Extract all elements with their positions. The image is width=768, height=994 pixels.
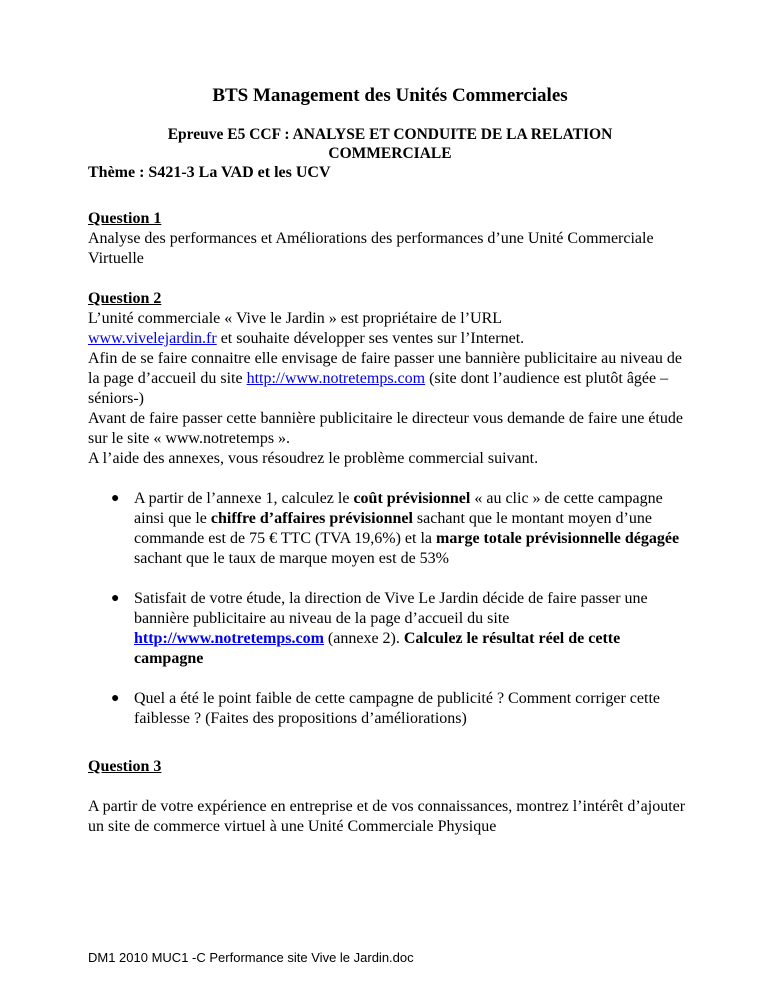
bullet-text-bold: marge totale prévisionnelle dégagée [436, 530, 680, 547]
list-item [88, 589, 692, 669]
bullet-text: sachant que le taux de marque moyen est de 53% [134, 550, 449, 567]
bullet-text-bold: coût prévisionnel [353, 490, 471, 507]
question-3-section [88, 757, 692, 837]
question-3-text: A partir de votre expérience en entreprise et de vos connaissances, montrez l’intérêt d’ajouter un site de commerce virtuel à une Unité Commerciale Physique [88, 798, 686, 835]
list-item [88, 489, 692, 569]
question-2-paragraph-4: A l’aide des annexes, vous résoudrez le problème commercial suivant. [88, 450, 539, 467]
bullet-text-bold: Calculez le résultat réel de cette campagne [134, 630, 621, 667]
document-footer: DM1 2010 MUC1 -C Performance site Vive le Jardin.doc [88, 950, 414, 965]
document-body [88, 84, 692, 837]
question-2-paragraph-1 [88, 309, 692, 349]
bullet-text: Satisfait de votre étude, la direction de Vive Le Jardin décide de faire passer une bannière publicitaire au niveau de la page d’accueil du site [134, 590, 648, 627]
theme-line: Thème : S421-3 La VAD et les UCV [88, 164, 331, 181]
question-1-section [88, 209, 692, 269]
question-2-title: Question 2 [88, 290, 162, 307]
bullet-icon: ● [111, 591, 120, 606]
bullet-icon: ● [111, 691, 120, 706]
bullet-text: (annexe 2). [323, 630, 404, 647]
document-title: BTS Management des Unités Commerciales [212, 85, 568, 106]
vivelejardin-link[interactable]: www.vivelejardin.fr [88, 330, 217, 347]
bullet-icon: ● [111, 491, 120, 506]
question-2-section [88, 289, 692, 729]
bullet-text: sachant que le montant moyen d’une commande est de 75 € TTC (TVA 19,6%) et la [134, 510, 652, 547]
paragraph-text: (site dont l’audience est plutôt âgée –séniors-) [88, 370, 669, 407]
bullet-text: A partir de l’annexe 1, calculez le [134, 490, 354, 507]
notretemps-link-bold[interactable]: http://www.notretemps.com [134, 630, 324, 647]
bullet-text-bold: chiffre d’affaires prévisionnel [210, 510, 413, 527]
question-2-paragraph-2 [88, 349, 692, 409]
paragraph-text: Afin de se faire connaitre elle envisage de faire passer une bannière publicitaire au niveau de la page d’accueil du site [88, 350, 682, 387]
question-1-text: Analyse des performances et Améliorations des performances d’une Unité Commerciale Virtuelle [88, 230, 654, 267]
paragraph-text: L’unité commerciale « Vive le Jardin » est propriétaire de l’URL [88, 310, 503, 327]
question-2-paragraph-3: Avant de faire passer cette bannière publicitaire le directeur vous demande de faire une étude sur le site « www.notretemps ». [88, 410, 683, 447]
paragraph-text: et souhaite développer ses ventes sur l’Internet. [216, 330, 525, 347]
bullet-text: « au clic » de cette campagne ainsi que le [134, 490, 663, 527]
question-3-title: Question 3 [88, 758, 162, 775]
notretemps-link[interactable]: http://www.notretemps.com [246, 370, 426, 387]
document-subtitle: Epreuve E5 CCF : ANALYSE ET CONDUITE DE LA RELATION COMMERCIALE [167, 126, 613, 162]
question-2-bullet-list [88, 489, 692, 729]
list-item [88, 689, 692, 729]
bullet-text: Quel a été le point faible de cette campagne de publicité ? Comment corriger cette faiblesse ? (Faites des propositions d’améliorations) [134, 690, 660, 727]
question-1-title: Question 1 [88, 210, 162, 227]
